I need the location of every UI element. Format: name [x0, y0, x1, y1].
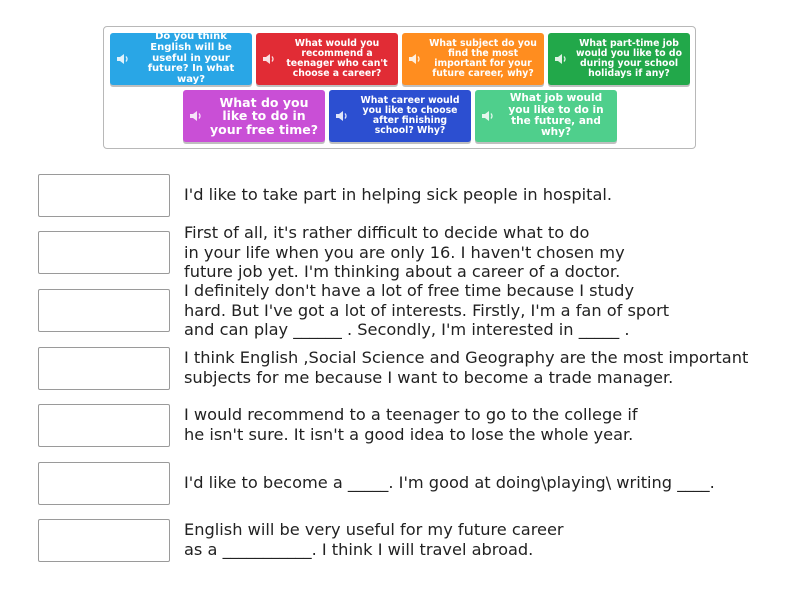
- speaker-icon[interactable]: [116, 53, 130, 65]
- speaker-icon[interactable]: [335, 110, 349, 122]
- tile-text: What part-time job would you like to do during your school holidays if any?: [576, 37, 682, 80]
- tile-text: What would you recommend a teenager who can't choose a career?: [286, 37, 388, 80]
- speaker-icon[interactable]: [262, 53, 276, 65]
- answer-drop-box[interactable]: [38, 404, 170, 447]
- clue-text: English will be very useful for my future career as a ___________. I think I will travel abroad.: [184, 520, 564, 559]
- clue-text: I'd like to become a _____. I'm good at doing\playing\ writing ____.: [184, 473, 715, 492]
- answer-drop-box[interactable]: [38, 519, 170, 562]
- tile-part-time-job[interactable]: [548, 33, 690, 85]
- clue-text: First of all, it's rather difficult to decide what to do in your life when you are only 16. I haven't chosen my future job yet. I'm thinking about a career of a doctor.: [184, 223, 625, 281]
- clue-text: I would recommend to a teenager to go to the college if he isn't sure. It isn't a good idea to lose the whole year.: [184, 405, 638, 444]
- speaker-icon[interactable]: [554, 53, 568, 65]
- tile-free-time[interactable]: [183, 90, 325, 142]
- answer-drop-box[interactable]: [38, 289, 170, 332]
- tile-recommend-teenager[interactable]: [256, 33, 398, 85]
- answer-drop-box[interactable]: [38, 231, 170, 274]
- answer-drop-box[interactable]: [38, 347, 170, 390]
- tile-text: Do you think English will be useful in your future? In what way?: [147, 31, 235, 86]
- tile-future-job[interactable]: [475, 90, 617, 142]
- tile-english-useful[interactable]: [110, 33, 252, 85]
- answer-drop-box[interactable]: [38, 462, 170, 505]
- speaker-icon[interactable]: [481, 110, 495, 122]
- tile-text: What do you like to do in your free time?: [209, 94, 319, 137]
- tile-important-subject[interactable]: [402, 33, 544, 85]
- tile-text: What subject do you find the most important for your future career, why?: [429, 37, 537, 80]
- clue-text: I'd like to take part in helping sick people in hospital.: [184, 185, 613, 204]
- clue-text: I definitely don't have a lot of free time because I study hard. But I've got a lot of interests. Firstly, I'm a fan of sport and can play ______ . Secondly, I'm interested in _____ .: [184, 281, 670, 339]
- speaker-icon[interactable]: [189, 110, 203, 122]
- tile-career-after-school[interactable]: [329, 90, 471, 142]
- clue-text: I think English ,Social Science and Geography are the most important subjects for me because I want to become a trade manager.: [184, 348, 749, 387]
- tile-text: What job would you like to do in the future, and why?: [508, 92, 604, 139]
- speaker-icon[interactable]: [408, 53, 422, 65]
- answer-drop-box[interactable]: [38, 174, 170, 217]
- tile-text: What career would you like to choose after finishing school? Why?: [360, 94, 460, 137]
